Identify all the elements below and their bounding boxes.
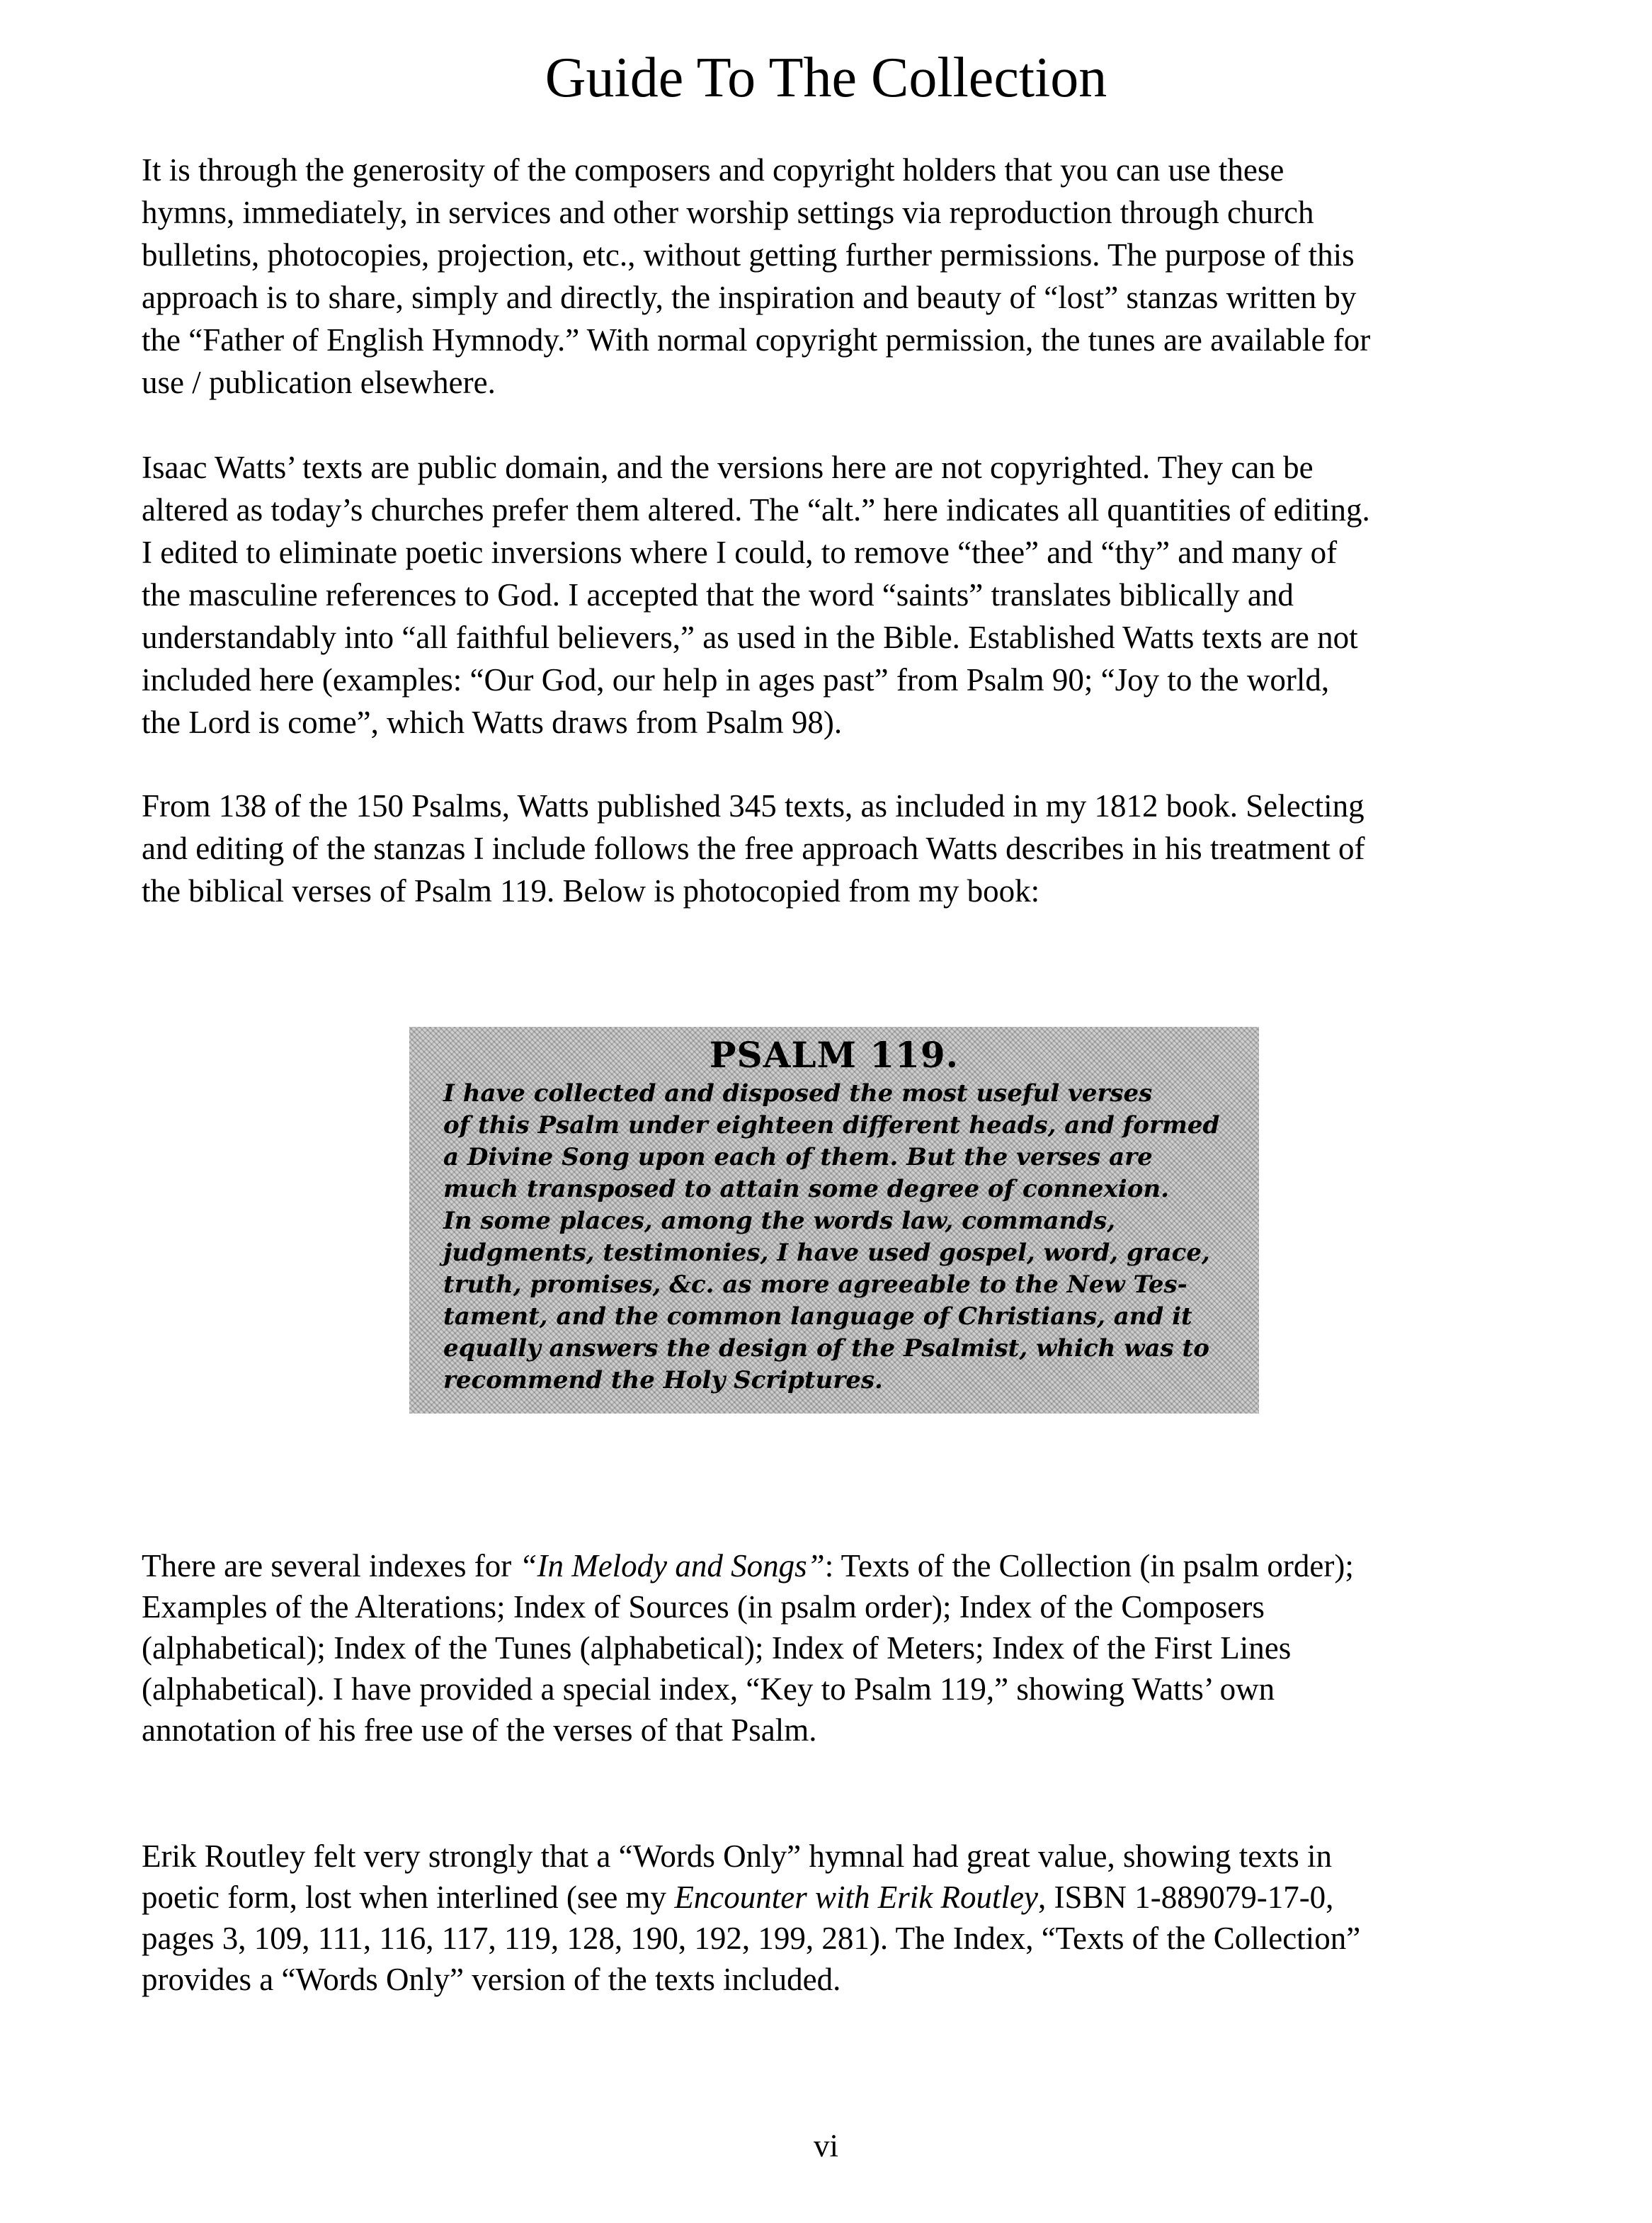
paragraph-indexes xyxy=(142,1545,1529,1751)
excerpt-heading: PSALM 119. xyxy=(709,1034,959,1076)
text-line: Isaac Watts’ texts are public domain, and the versions here are not copyrighted. They can be xyxy=(142,450,1314,485)
text-line: It is through the generosity of the composers and copyright holders that you can use these xyxy=(142,152,1284,188)
text-line: the biblical verses of Psalm 119. Below is photocopied from my book: xyxy=(142,873,1040,909)
text-line: use / publication elsewhere. xyxy=(142,365,496,400)
text-line: pages 3, 109, 111, 116, 117, 119, 128, 190, 192, 199, 281). The Index, “Texts of the Collection” xyxy=(142,1921,1361,1956)
excerpt-line: In some places, among the words law, commands, xyxy=(443,1207,1116,1235)
text-line: the Lord is come”, which Watts draws from Psalm 98). xyxy=(142,705,843,740)
text-line xyxy=(142,1545,1529,1586)
text: There are several indexes for xyxy=(142,1548,520,1584)
text: poetic form, lost when interlined (see my xyxy=(142,1880,675,1915)
photocopied-book-excerpt xyxy=(409,1027,1259,1414)
paragraph-public-domain xyxy=(142,446,1529,744)
excerpt-line: tament, and the common language of Christians, and it xyxy=(443,1302,1192,1331)
paragraph-permissions xyxy=(142,149,1529,404)
text-line xyxy=(142,1877,1529,1918)
excerpt-line: of this Psalm under eighteen different heads, and formed xyxy=(443,1111,1220,1139)
text-line: Examples of the Alterations; Index of Sources (in psalm order); Index of the Composers xyxy=(142,1589,1265,1625)
text-line: approach is to share, simply and directly, the inspiration and beauty of “lost” stanzas written by xyxy=(142,280,1357,315)
excerpt-line: judgments, testimonies, I have used gospel, word, grace, xyxy=(443,1239,1210,1267)
excerpt-line: much transposed to attain some degree of connexion. xyxy=(443,1175,1169,1203)
text-line: included here (examples: “Our God, our help in ages past” from Psalm 90; “Joy to the world, xyxy=(142,662,1330,698)
page-number: vi xyxy=(813,2128,838,2164)
text-line: bulletins, photocopies, projection, etc., without getting further permissions. The purpose of this xyxy=(142,237,1355,273)
text-line: From 138 of the 150 Psalms, Watts published 345 texts, as included in my 1812 book. Selecting xyxy=(142,788,1365,824)
text-line: the “Father of English Hymnody.” With normal copyright permission, the tunes are available for xyxy=(142,322,1371,358)
paragraph-words-only xyxy=(142,1836,1529,2000)
text: : Texts of the Collection (in psalm order); xyxy=(824,1548,1354,1584)
text-line: the masculine references to God. I accepted that the word “saints” translates biblically and xyxy=(142,577,1294,613)
page-title: Guide To The Collection xyxy=(545,47,1107,109)
text-line: I edited to eliminate poetic inversions where I could, to remove “thee” and “thy” and many of xyxy=(142,535,1338,570)
excerpt-line: equally answers the design of the Psalmist, which was to xyxy=(443,1334,1209,1363)
book-title: “In Melody and Songs” xyxy=(519,1548,825,1584)
paragraph-psalms xyxy=(142,785,1529,912)
text-line: and editing of the stanzas I include follows the free approach Watts describes in his treatment of xyxy=(142,831,1365,866)
text-line: altered as today’s churches prefer them altered. The “alt.” here indicates all quantities of editing. xyxy=(142,492,1370,528)
text-line: annotation of his free use of the verses of that Psalm. xyxy=(142,1712,817,1748)
text-line: Erik Routley felt very strongly that a “Words Only” hymnal had great value, showing texts in xyxy=(142,1838,1332,1874)
text-line: understandably into “all faithful believers,” as used in the Bible. Established Watts texts are not xyxy=(142,620,1358,655)
text: , ISBN 1-889079-17-0, xyxy=(1037,1880,1334,1915)
excerpt-line: truth, promises, &c. as more agreeable to the New Tes- xyxy=(443,1270,1187,1299)
excerpt-line: a Divine Song upon each of them. But the verses are xyxy=(443,1143,1153,1171)
excerpt-line: I have collected and disposed the most useful verses xyxy=(443,1079,1153,1108)
excerpt-line: recommend the Holy Scriptures. xyxy=(443,1366,883,1394)
text-line: (alphabetical). I have provided a special index, “Key to Psalm 119,” showing Watts’ own xyxy=(142,1671,1275,1707)
book-title: Encounter with Erik Routley xyxy=(674,1880,1038,1915)
text-line: provides a “Words Only” version of the texts included. xyxy=(142,1962,841,1997)
text-line: (alphabetical); Index of the Tunes (alphabetical); Index of Meters; Index of the First Lines xyxy=(142,1630,1292,1666)
text-line: hymns, immediately, in services and other worship settings via reproduction through church xyxy=(142,195,1314,230)
